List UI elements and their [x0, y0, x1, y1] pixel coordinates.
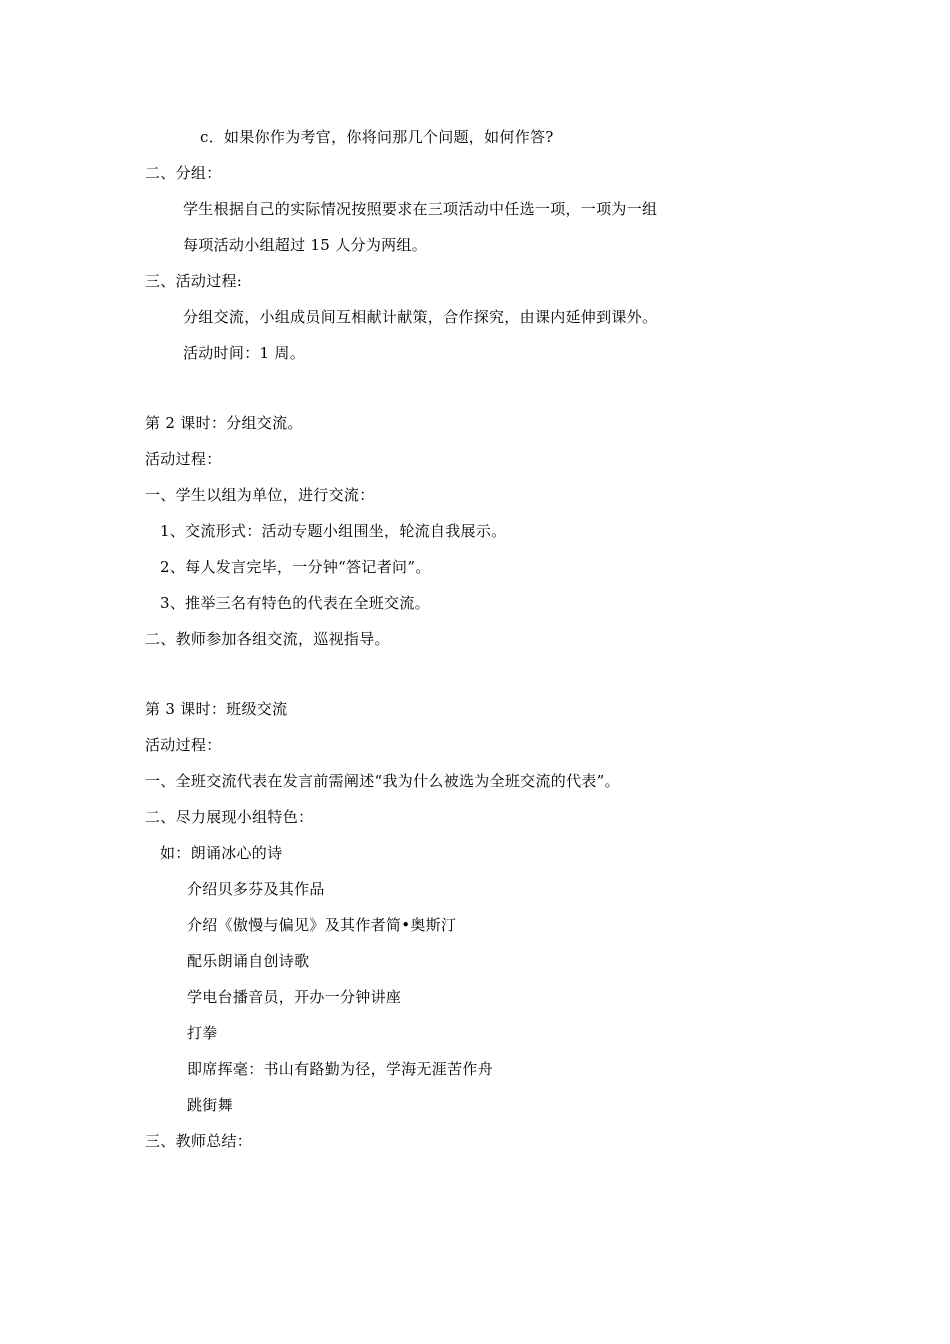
text-line: 学生根据自己的实际情况按照要求在三项活动中任选一项，一项为一组 [183, 200, 658, 218]
section-heading: 三、活动过程: [145, 272, 243, 290]
section-heading: 三、教师总结： [145, 1132, 253, 1150]
section-heading: 二、分组： [145, 164, 222, 182]
lesson-heading: 第 3 课时：班级交流 [145, 700, 288, 718]
text-line: 分组交流，小组成员间互相献计献策，合作探究，由课内延伸到课外。 [183, 308, 658, 326]
list-item: 配乐朗诵自创诗歌 [187, 952, 310, 970]
text-line: 活动过程： [145, 450, 222, 468]
text-line: c．如果你作为考官，你将问那几个问题，如何作答? [200, 128, 554, 146]
text-line: 活动过程： [145, 736, 222, 754]
list-item: 2、每人发言完毕，一分钟“答记者问”。 [160, 558, 431, 576]
list-item: 打拳 [187, 1024, 218, 1042]
list-item: 1、交流形式：活动专题小组围坐，轮流自我展示。 [160, 522, 507, 540]
list-item: 3、推举三名有特色的代表在全班交流。 [160, 594, 430, 612]
section-heading: 二、尽力展现小组特色： [145, 808, 314, 826]
list-item: 学电台播音员，开办一分钟讲座 [187, 988, 402, 1006]
text-line: 如：朗诵冰心的诗 [160, 844, 283, 862]
text-line: 活动时间：1 周。 [183, 344, 306, 362]
section-heading: 一、学生以组为单位，进行交流： [145, 486, 375, 504]
list-item: 介绍贝多芬及其作品 [187, 880, 325, 898]
lesson-heading: 第 2 课时：分组交流。 [145, 414, 303, 432]
list-item: 即席挥毫：书山有路勤为径，学海无涯苦作舟 [187, 1060, 494, 1078]
text-line: 每项活动小组超过 15 人分为两组。 [183, 236, 428, 254]
section-heading: 一、全班交流代表在发言前需阐述“我为什么被选为全班交流的代表”。 [145, 772, 620, 790]
list-item: 介绍《傲慢与偏见》及其作者简•奥斯汀 [187, 916, 457, 934]
section-heading: 二、教师参加各组交流，巡视指导。 [145, 630, 390, 648]
list-item: 跳街舞 [187, 1096, 233, 1114]
